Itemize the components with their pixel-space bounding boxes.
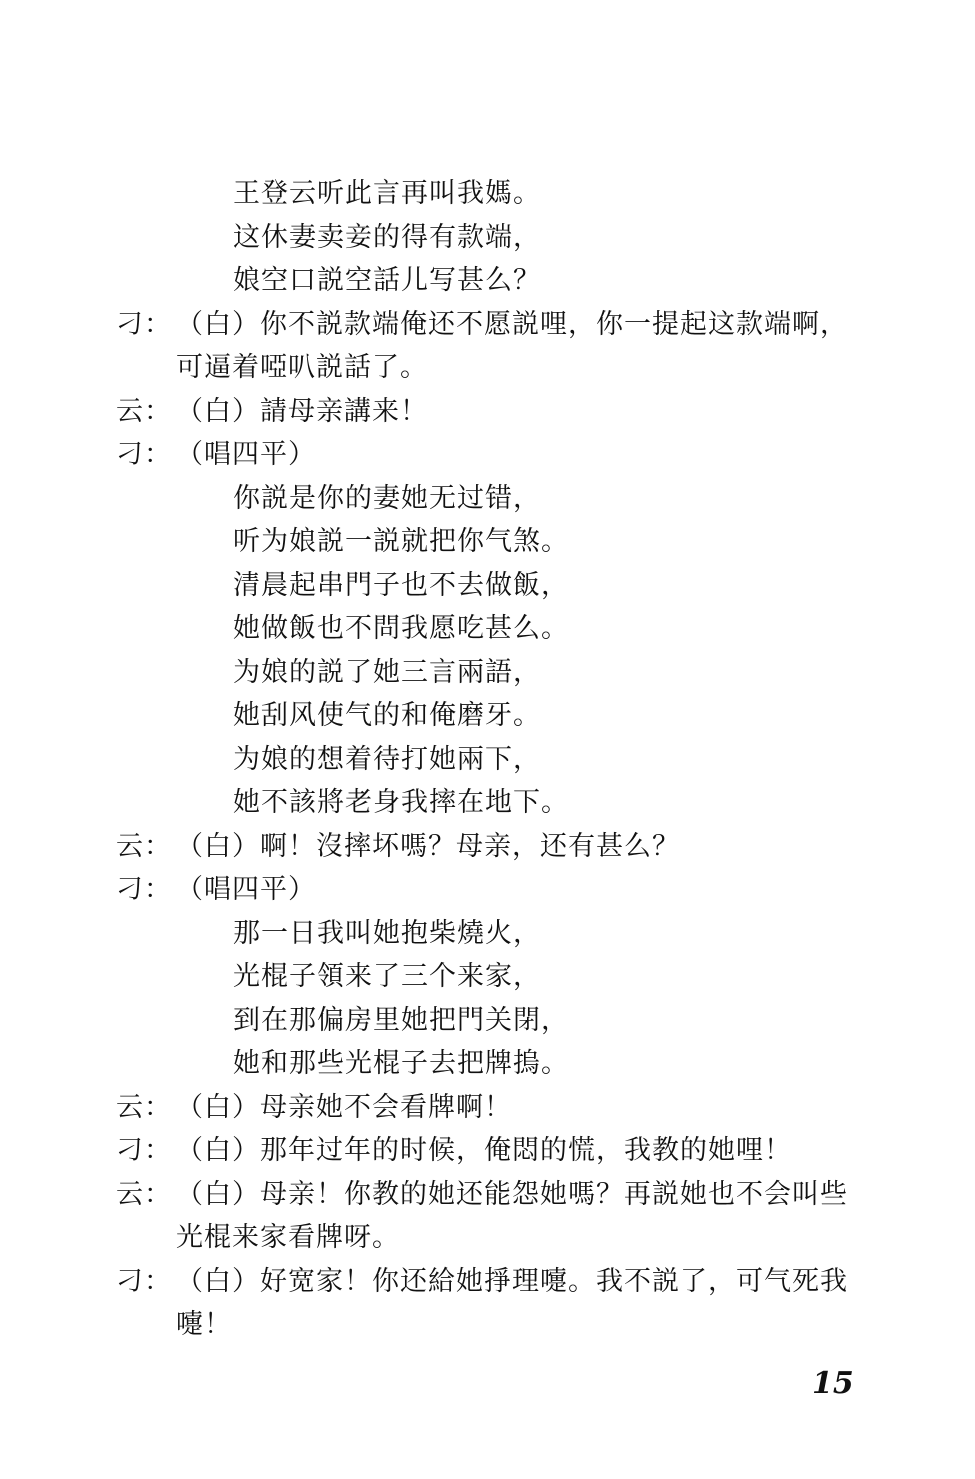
verse-line [0, 477, 975, 521]
verse-text: 你説是你的妻她无过错， [233, 482, 541, 514]
verse-text: 娘空口説空話儿写甚么？ [233, 265, 541, 296]
speaker-label: 云： [116, 1091, 172, 1123]
speaker-label: 云： [116, 395, 172, 427]
dialogue-text: （白）請母亲講来！ [176, 395, 428, 427]
dialogue-text: （白）啊！沒摔坏嗎？母亲，还有甚么？ [176, 830, 680, 862]
verse-text: 光棍子領来了三个来家， [233, 961, 541, 992]
dialogue-line [0, 390, 975, 434]
verse-line [0, 694, 975, 738]
verse-text: 为娘的説了她三言兩語， [233, 656, 541, 688]
verse-line [0, 564, 975, 608]
verse-line [0, 216, 975, 260]
dialogue-line [0, 868, 975, 912]
verse-line [0, 259, 975, 303]
speaker-label: 刁： [116, 439, 172, 470]
speaker-label: 刁： [116, 874, 172, 905]
dialogue-line [0, 433, 975, 477]
dialogue-text: 可逼着啞叭説話了。 [176, 352, 428, 383]
verse-text: 清晨起串門子也不去做飯， [233, 569, 569, 601]
verse-text: 王登云听此言再叫我媽。 [233, 178, 541, 209]
verse-text: 她做飯也不問我愿吃甚么。 [233, 613, 569, 644]
dialogue-line [0, 1086, 975, 1130]
dialogue-text: （白）你不説款端俺还不愿説哩，你一提起这款端啊， [176, 308, 848, 340]
verse-text: 听为娘説一説就把你气煞。 [233, 526, 569, 557]
page-number: 15 [812, 1366, 854, 1401]
verse-line [0, 172, 975, 216]
dialogue-line [0, 1129, 975, 1173]
dialogue-text: （白）母亲她不会看牌啊！ [176, 1091, 512, 1123]
verse-text: 为娘的想着待打她兩下， [233, 743, 541, 775]
dialogue-text: （白）好宽家！你还給她掙理嚏。我不説了，可气死我 [176, 1265, 848, 1297]
verse-line [0, 738, 975, 782]
verse-line [0, 912, 975, 956]
dialogue-continuation [0, 1216, 975, 1260]
play-script-text [0, 172, 975, 1347]
dialogue-text: （白）母亲！你教的她还能怨她嗎？再説她也不会叫些 [176, 1178, 848, 1210]
dialogue-line [0, 303, 975, 347]
verse-text: 她刮风使气的和俺磨牙。 [233, 700, 541, 731]
dialogue-line [0, 1173, 975, 1217]
speaker-label: 刁： [116, 1265, 172, 1297]
verse-line [0, 781, 975, 825]
dialogue-line [0, 825, 975, 869]
speaker-label: 刁： [116, 308, 172, 340]
verse-line [0, 607, 975, 651]
verse-text: 到在那偏房里她把門关閉， [233, 1004, 569, 1036]
verse-text: 那一日我叫她抱柴燒火， [233, 917, 541, 949]
speaker-label: 云： [116, 1178, 172, 1210]
verse-line [0, 520, 975, 564]
dialogue-continuation [0, 1303, 975, 1347]
verse-line [0, 1042, 975, 1086]
verse-line [0, 955, 975, 999]
verse-line [0, 999, 975, 1043]
dialogue-text: （白）那年过年的时候，俺悶的慌，我教的她哩！ [176, 1135, 792, 1166]
dialogue-line [0, 1260, 975, 1304]
verse-text: 她和那些光棍子去把牌摀。 [233, 1048, 569, 1079]
dialogue-text: （唱四平） [176, 874, 316, 905]
verse-text: 这休妻卖妾的得有款端， [233, 221, 541, 253]
verse-line [0, 651, 975, 695]
speaker-label: 刁： [116, 1135, 172, 1166]
dialogue-text: 嚏！ [176, 1309, 232, 1340]
dialogue-text: 光棍来家看牌呀。 [176, 1222, 400, 1253]
speaker-label: 云： [116, 830, 172, 862]
dialogue-text: （唱四平） [176, 439, 316, 470]
verse-text: 她不該將老身我摔在地下。 [233, 787, 569, 818]
dialogue-continuation [0, 346, 975, 390]
